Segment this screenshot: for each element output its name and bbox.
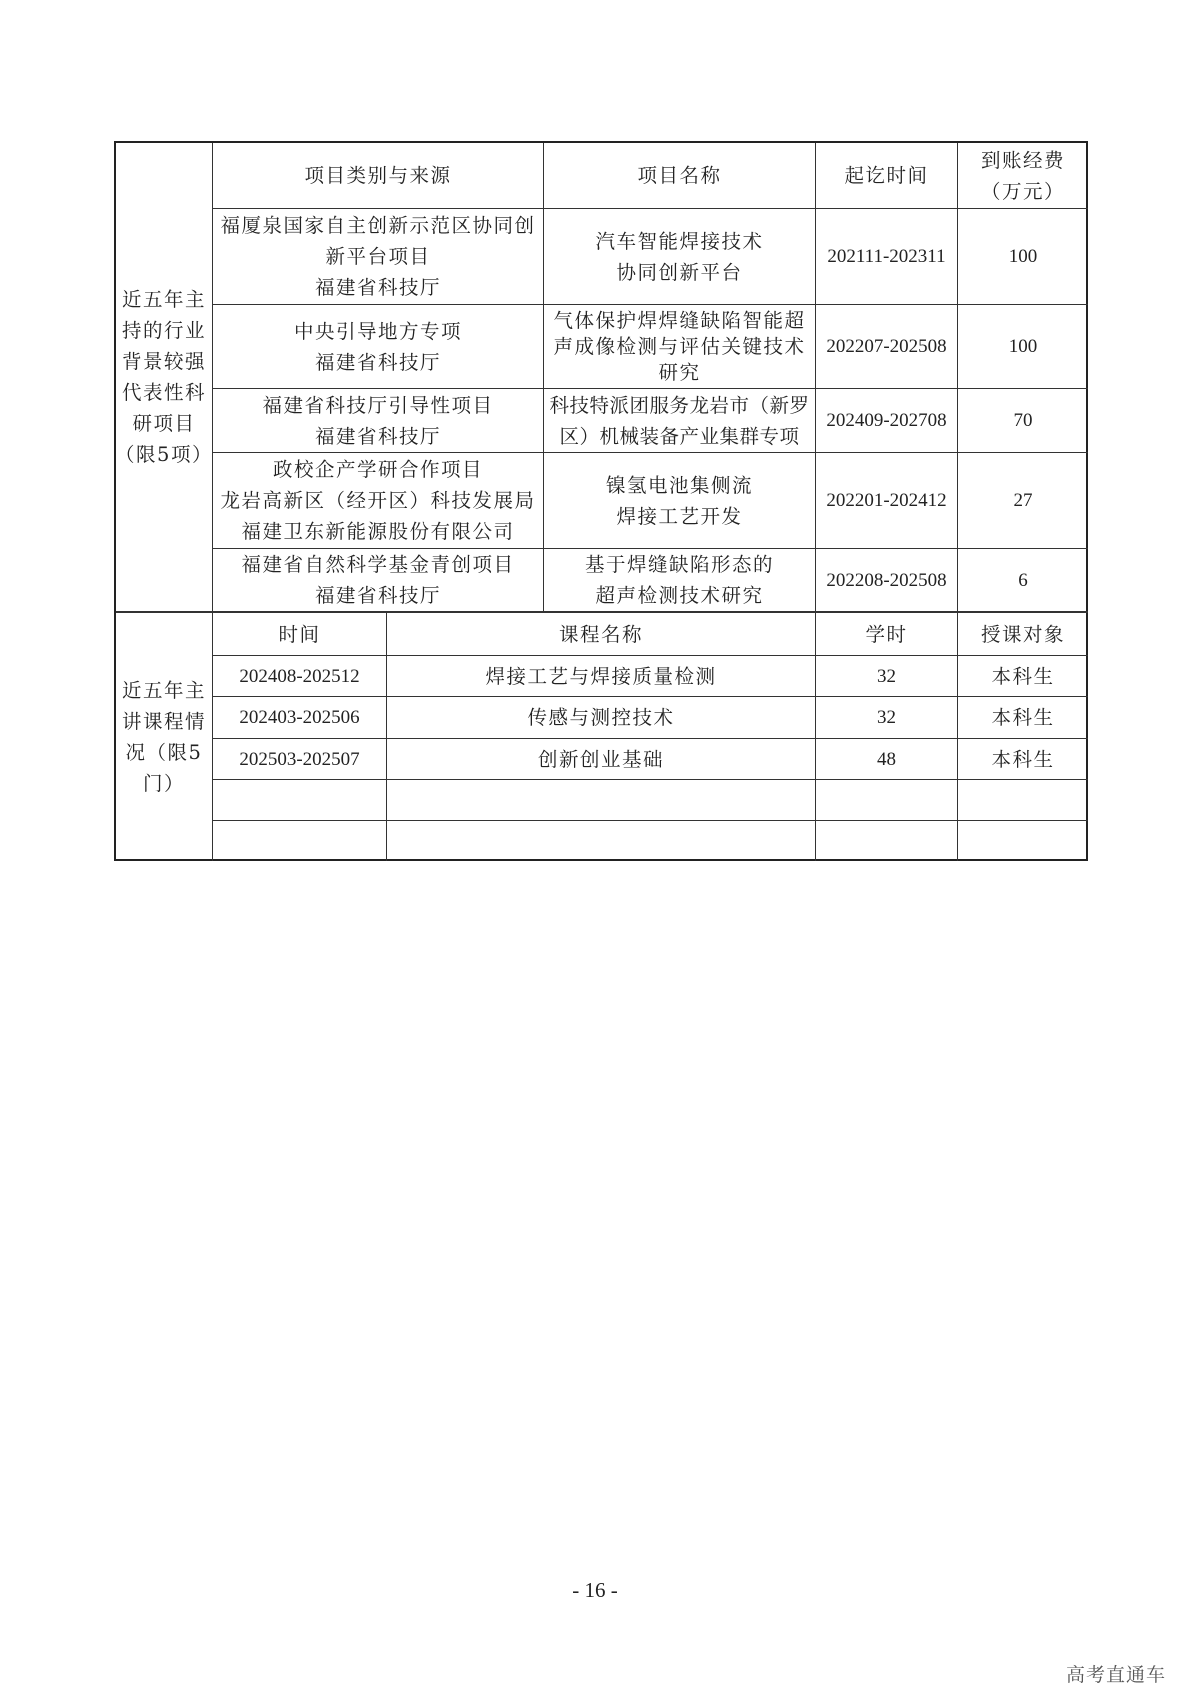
header-project-source: 项目类别与来源	[304, 164, 452, 187]
research-row-2-funding: 100	[1008, 336, 1038, 357]
research-row-1-source: 福厦泉国家自主创新示范区协同创 新平台项目 福建省科技厅	[220, 214, 536, 299]
course-row-4-hours	[816, 780, 957, 820]
course-row-3-time: 202503-202507	[239, 748, 360, 770]
page-number: - 16 -	[572, 1578, 618, 1602]
course-row-5-name	[387, 821, 815, 861]
course-row-3-name: 创新创业基础	[537, 747, 664, 771]
course-row-2-time: 202403-202506	[239, 707, 360, 728]
course-row-1-audience: 本科生	[991, 664, 1055, 688]
research-row-5-funding: 6	[1018, 569, 1028, 591]
document-table	[114, 141, 1088, 861]
course-row-2-hours: 32	[877, 707, 896, 728]
research-row-2-period: 202207-202508	[826, 336, 947, 357]
research-row-4-name: 镍氢电池集侧流 焊接工艺开发	[605, 473, 753, 528]
course-row-3-hours: 48	[877, 748, 896, 770]
header-project-name: 项目名称	[637, 164, 722, 187]
header-project-period: 起讫时间	[844, 164, 929, 187]
research-row-3-period: 202409-202708	[826, 410, 947, 431]
header-course-audience: 授课对象	[980, 622, 1065, 646]
research-row-1-name: 汽车智能焊接技术 协同创新平台	[595, 229, 764, 284]
header-course-hours: 学时	[865, 622, 908, 646]
course-row-5-hours	[816, 821, 957, 861]
course-row-2-name: 传感与测控技术	[527, 706, 675, 729]
header-project-funding: 到账经费 （万元）	[980, 148, 1065, 203]
course-row-5-audience	[958, 821, 1088, 861]
research-row-2-name: 气体保护焊焊缝缺陷智能超 声成像检测与评估关键技术 研究	[553, 308, 806, 384]
research-row-5-period: 202208-202508	[826, 569, 947, 591]
course-row-4-time	[213, 780, 386, 820]
research-row-3-name: 科技特派团服务龙岩市（新罗 区）机械装备产业集群专项	[549, 393, 810, 448]
header-course-name: 课程名称	[558, 622, 643, 646]
course-row-3-audience: 本科生	[991, 747, 1055, 771]
research-row-5-source: 福建省自然科学基金青创项目 福建省科技厅	[241, 553, 515, 607]
research-side-label: 近五年主 持的行业 背景较强 代表性科 研项目 （限5项）	[115, 288, 213, 466]
research-row-3-source: 福建省科技厅引导性项目 福建省科技厅	[262, 393, 494, 448]
research-row-4-funding: 27	[1013, 490, 1033, 511]
research-row-3-funding: 70	[1013, 410, 1033, 431]
course-row-1-name: 焊接工艺与焊接质量检测	[485, 664, 717, 688]
research-row-2-source: 中央引导地方专项 福建省科技厅	[293, 319, 462, 374]
courses-side-label: 近五年主 讲课程情 况（限5 门）	[121, 679, 206, 795]
research-row-1-funding: 100	[1008, 246, 1038, 267]
course-row-1-hours: 32	[877, 665, 896, 687]
course-row-5-time	[213, 821, 386, 861]
research-row-4-period: 202201-202412	[826, 490, 947, 511]
header-course-time: 时间	[278, 622, 321, 646]
course-row-4-audience	[958, 780, 1088, 820]
course-row-1-time: 202408-202512	[239, 665, 360, 687]
research-row-4-source: 政校企产学研合作项目 龙岩高新区（经开区）科技发展局 福建卫东新能源股份有限公司	[220, 458, 536, 543]
course-row-4-name	[387, 780, 815, 820]
watermark: 高考直通车	[1065, 1664, 1166, 1686]
research-row-5-name: 基于焊缝缺陷形态的 超声检测技术研究	[584, 553, 774, 607]
course-row-2-audience: 本科生	[991, 706, 1055, 729]
research-row-1-period: 202111-202311	[827, 246, 946, 267]
